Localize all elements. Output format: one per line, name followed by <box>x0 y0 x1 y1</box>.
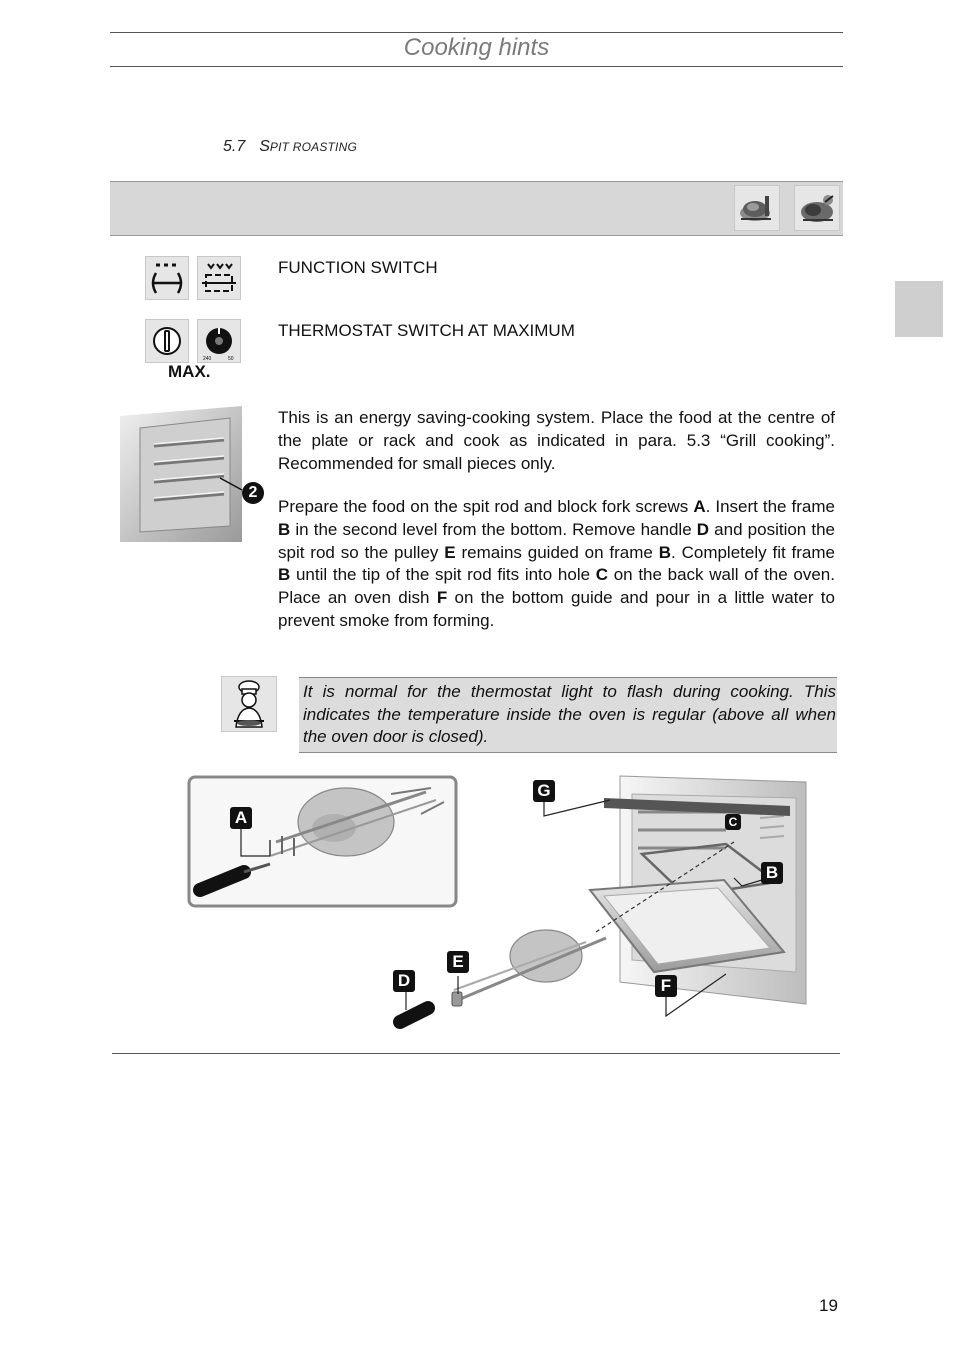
food-type-banner <box>110 181 843 236</box>
spit-rotisserie-icon <box>145 256 189 300</box>
chef-icon <box>221 676 277 732</box>
side-chapter-tab <box>895 281 943 337</box>
section-title-initial: S <box>259 138 270 155</box>
svg-text:50: 50 <box>228 356 234 362</box>
grill-element-icon <box>197 256 241 300</box>
instructions-paragraph: Prepare the food on the spit rod and block fork screws A. Insert the frame B in the second level from the bottom. Remove handle D and position the spit rod so the pulley E remains guided on frame B. Completely fit frame B until the tip of the spit rod fits into hole C on the back wall of the oven. Place an oven dish F on the bottom guide and pour in a little water to prevent smoke from forming. <box>278 497 836 630</box>
label-g-badge: G <box>533 780 555 802</box>
note-box <box>299 677 837 753</box>
roast-meat-icon <box>734 185 780 231</box>
label-c-badge: C <box>725 814 741 830</box>
footer-rule <box>112 1053 840 1054</box>
thermostat-knob-icon <box>197 319 241 363</box>
part-reference-letter: B <box>278 519 291 539</box>
page-number: 19 <box>819 1296 838 1315</box>
label-b-badge: B <box>761 862 783 884</box>
part-reference-letter: A <box>693 497 706 516</box>
max-label: MAX. <box>168 362 211 381</box>
part-reference-letter: B <box>278 565 291 585</box>
part-reference-letter: D <box>696 519 710 539</box>
page-header-title: Cooking hints <box>403 34 550 61</box>
section-heading <box>223 138 357 156</box>
function-knob-icon <box>145 319 189 363</box>
spit-assembly-diagram <box>186 772 810 1034</box>
part-reference-letter: E <box>444 542 456 562</box>
label-e-badge: E <box>447 951 469 973</box>
note-text: It is normal for the thermostat light to flash during cooking. This indicates the temperature inside the oven is regular (above all when the oven door is closed). <box>303 682 836 747</box>
header-bottom-rule <box>110 66 843 67</box>
label-a-badge: A <box>230 807 252 829</box>
header-top-rule <box>110 32 843 33</box>
part-reference-letter: C <box>595 565 609 585</box>
section-number: 5.7 <box>223 138 246 155</box>
section-title-rest: PIT ROASTING <box>269 140 357 154</box>
part-reference-letter: F <box>436 588 448 608</box>
intro-paragraph: This is an energy saving-cooking system. Place the food at the centre of the plate or rack and cook as indicated in para. 5.3 “Grill cooking”. Recommended for small pieces only. <box>278 408 835 473</box>
function-switch-label: FUNCTION SWITCH <box>278 258 438 277</box>
oven-shelf-level-image <box>120 406 268 544</box>
label-f-badge: F <box>655 975 677 997</box>
label-d-badge: D <box>393 970 415 992</box>
svg-text:240: 240 <box>203 356 212 362</box>
shelf-level-badge: 2 <box>242 482 264 504</box>
thermostat-switch-label: THERMOSTAT SWITCH AT MAXIMUM <box>278 321 575 340</box>
roast-chicken-icon <box>794 185 840 231</box>
part-reference-letter: B <box>658 542 672 562</box>
